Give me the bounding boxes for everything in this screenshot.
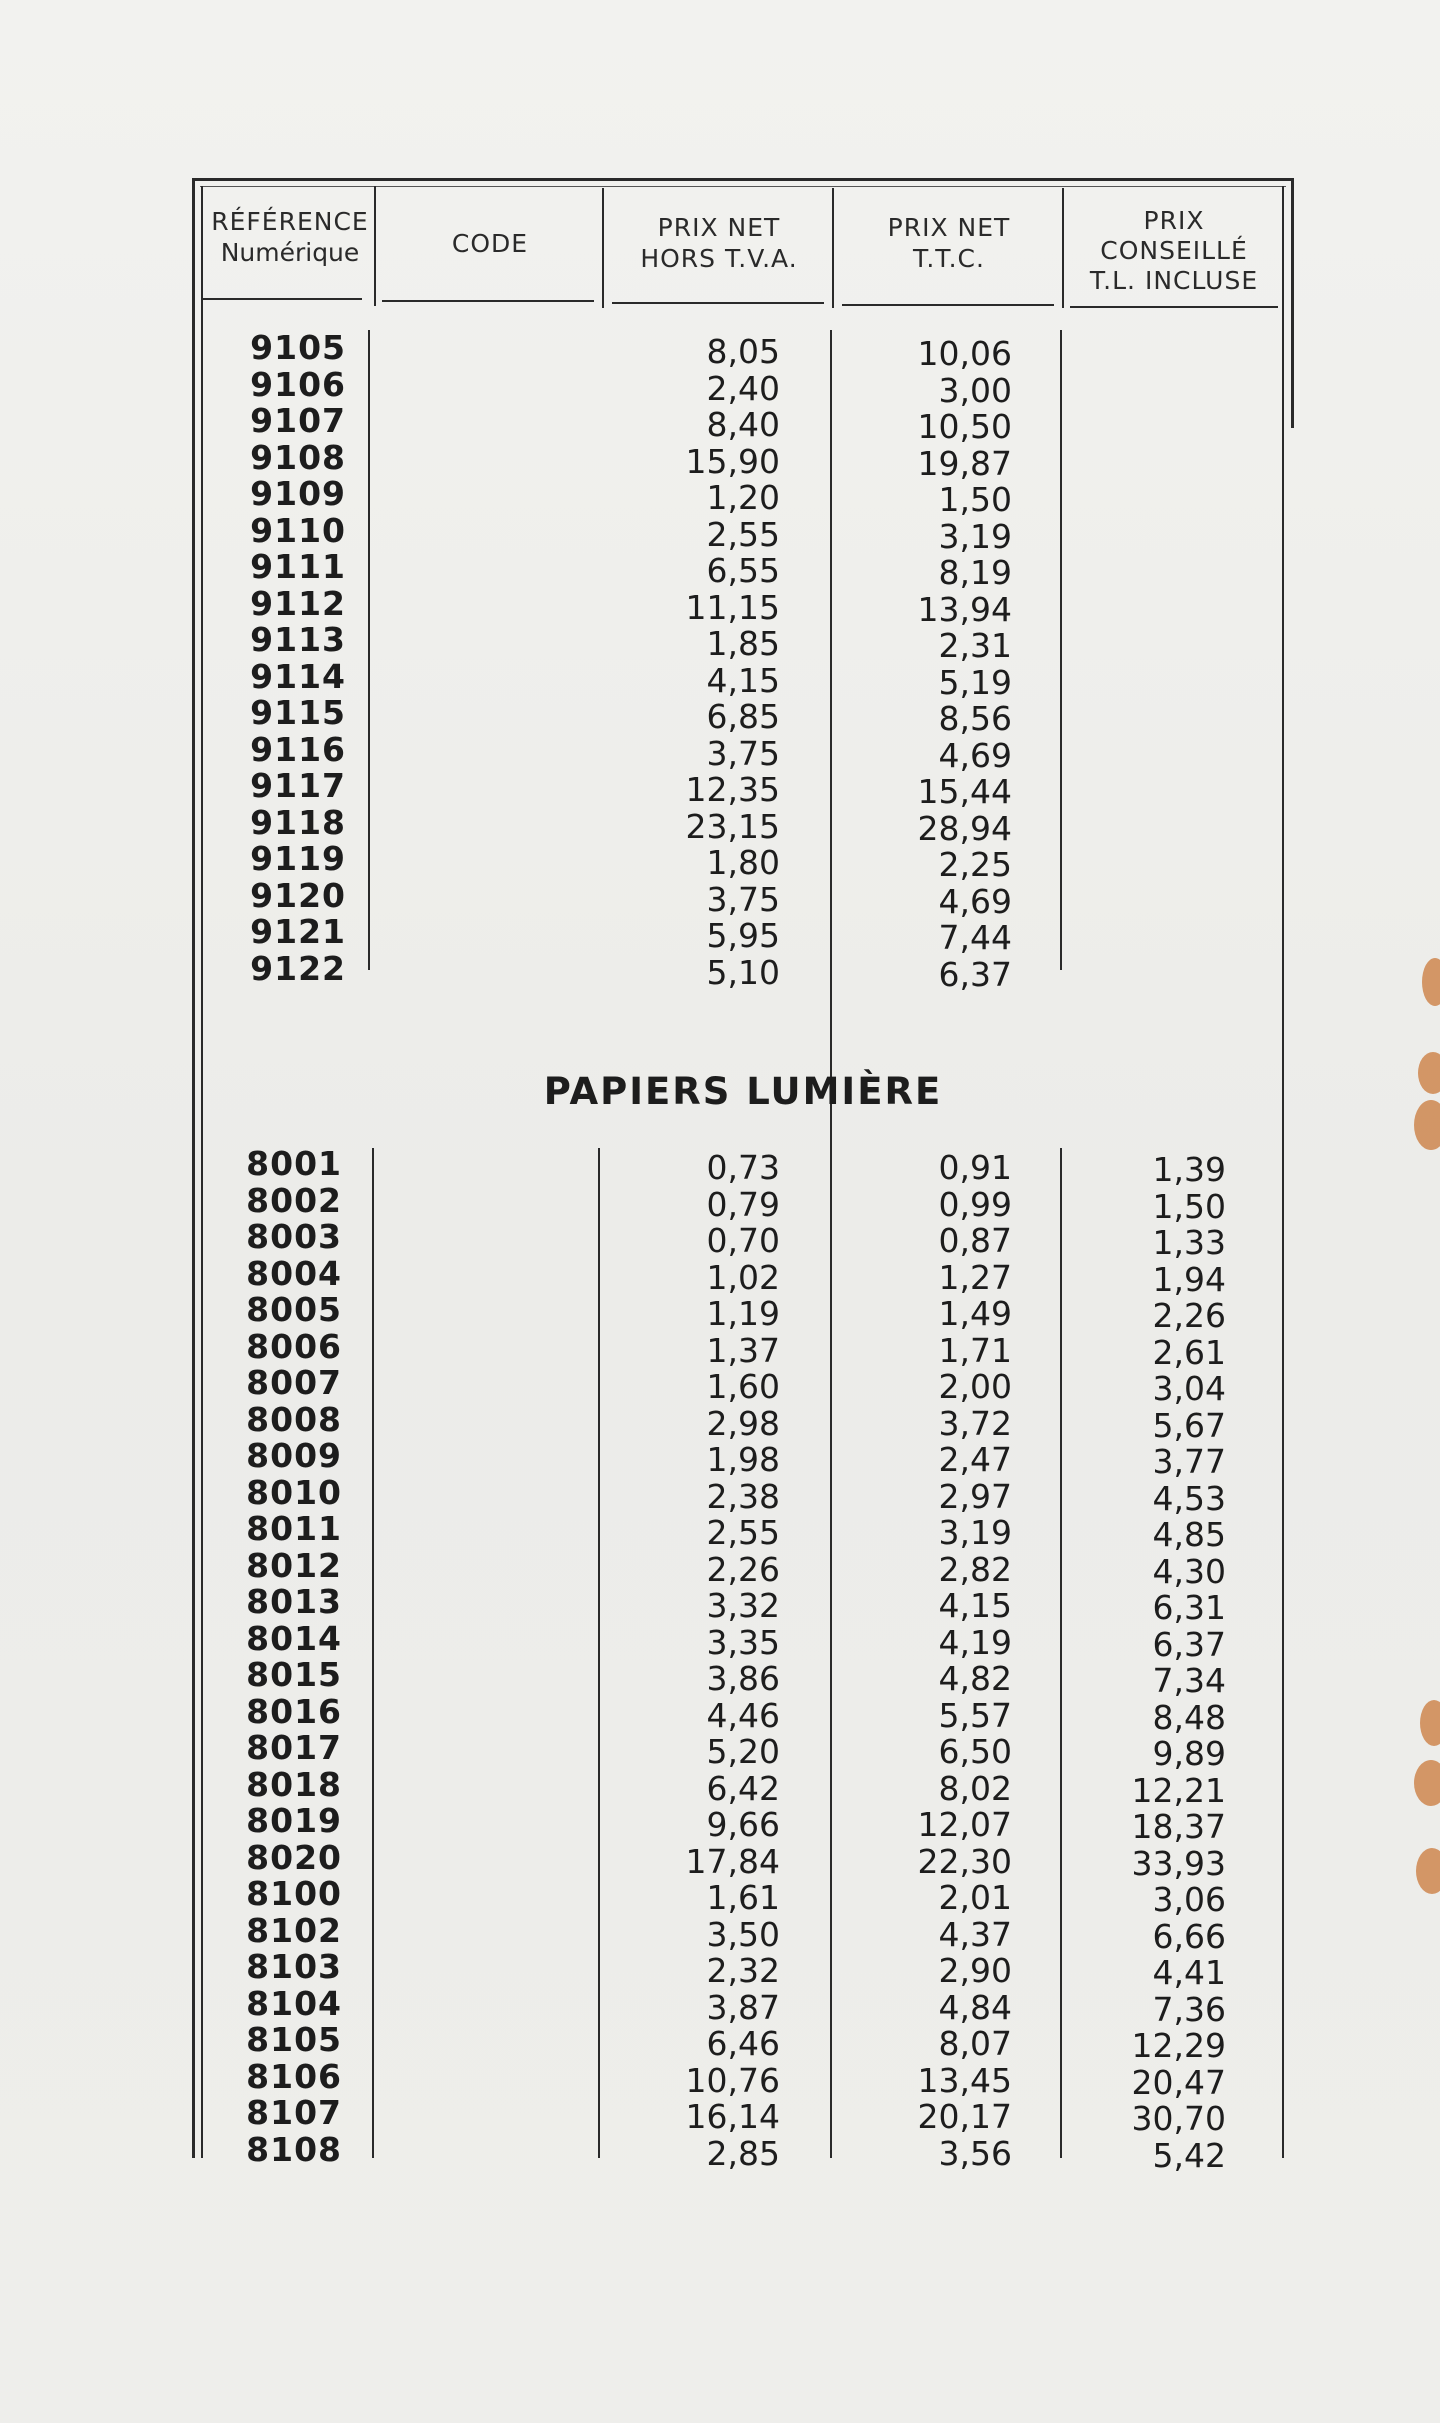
cell-ht: 6,85: [706, 697, 780, 736]
cell-ttc: 19,87: [917, 443, 1012, 483]
cell-ref: 8017: [246, 1728, 342, 1767]
cell-ht: 23,15: [685, 806, 780, 846]
cell-ttc: 1,27: [938, 1257, 1012, 1297]
header-underline: [1070, 306, 1278, 308]
cell-ref: 8006: [246, 1326, 342, 1366]
header-reference-line1: RÉFÉRENCE: [211, 207, 369, 236]
cell-ttc: 2,31: [938, 626, 1012, 665]
cell-tl: 7,36: [1152, 1989, 1226, 2029]
header-prix-ttc-line1: PRIX NET: [887, 213, 1011, 242]
cell-ref: 8107: [246, 2093, 342, 2132]
cell-ref: 8003: [246, 1217, 342, 1256]
cell-tl: 33,93: [1131, 1843, 1226, 1883]
cell-ref: 8012: [246, 1545, 342, 1585]
column-divider: [1060, 330, 1062, 970]
cell-ttc: 3,19: [938, 516, 1012, 556]
cell-ttc: 12,07: [917, 1805, 1012, 1844]
cell-ttc: 3,00: [938, 370, 1012, 410]
cell-ht: 8,05: [706, 332, 780, 371]
column-divider: [830, 330, 832, 1150]
cell-ht: 3,75: [706, 733, 780, 773]
cell-ht: 5,10: [706, 952, 780, 992]
cell-tl: 6,66: [1152, 1916, 1226, 1956]
cell-ttc: 3,19: [938, 1513, 1012, 1552]
header-underline: [382, 300, 594, 302]
cell-ht: 2,40: [706, 368, 780, 408]
header-prix-conseille-line2: CONSEILLÉ: [1100, 236, 1248, 265]
header-prix-ttc: [836, 212, 1062, 274]
cell-ht: 3,35: [706, 1622, 780, 1662]
cell-ht: 2,32: [706, 1951, 780, 1990]
cell-ttc: 4,84: [938, 1987, 1012, 2027]
cell-ttc: 6,37: [938, 954, 1012, 994]
header-code: [378, 228, 602, 259]
header-underline: [612, 302, 824, 304]
header-prix-ht-line1: PRIX NET: [657, 213, 781, 242]
cell-ttc: 1,49: [938, 1294, 1012, 1333]
table-right-border-inner: [1282, 186, 1284, 2158]
table-right-border: [1291, 178, 1294, 428]
cell-ref: 8105: [246, 2020, 342, 2059]
cell-ht: 5,20: [706, 1732, 780, 1771]
cell-ttc: 28,94: [917, 808, 1012, 848]
column-divider: [368, 330, 370, 970]
section2-prix-ttc-column: [842, 1150, 1012, 2172]
cell-ttc: 4,69: [938, 735, 1012, 775]
stain-mark: [1418, 1052, 1440, 1094]
cell-ht: 1,60: [706, 1367, 780, 1406]
cell-ht: 3,50: [706, 1914, 780, 1954]
cell-ref: 8009: [246, 1436, 342, 1475]
cell-ht: 1,02: [706, 1257, 780, 1297]
cell-tl: 20,47: [1131, 2062, 1226, 2102]
cell-ttc: 0,87: [938, 1221, 1012, 1260]
stain-mark: [1416, 1848, 1440, 1894]
cell-ttc: 0,91: [938, 1148, 1012, 1187]
cell-ht: 10,76: [685, 2060, 780, 2100]
column-divider: [372, 1148, 374, 2158]
header-prix-ttc-line2: T.T.C.: [913, 244, 985, 273]
cell-ref: 9111: [250, 547, 346, 586]
cell-ref: 8104: [246, 1983, 342, 2023]
cell-ht: 4,15: [706, 660, 780, 700]
cell-ht: 2,55: [706, 514, 780, 554]
cell-ht: 0,73: [706, 1148, 780, 1187]
cell-ht: 8,40: [706, 405, 780, 444]
cell-ttc: 0,99: [938, 1184, 1012, 1224]
cell-ref: 8010: [246, 1472, 342, 1512]
cell-ref: 9120: [250, 875, 346, 915]
cell-ref: 9108: [250, 437, 346, 477]
cell-ref: 9109: [250, 474, 346, 513]
cell-ttc: 10,06: [917, 334, 1012, 373]
cell-ref: 8005: [246, 1290, 342, 1329]
cell-ht: 1,19: [706, 1294, 780, 1333]
table-top-border: [192, 178, 1294, 181]
cell-ht: 2,98: [706, 1403, 780, 1443]
header-underline: [202, 298, 362, 300]
cell-ht: 3,87: [706, 1987, 780, 2027]
cell-ttc: 8,02: [938, 1768, 1012, 1808]
header-divider: [832, 188, 834, 308]
cell-tl: 4,41: [1152, 1953, 1226, 1992]
cell-tl: 5,67: [1152, 1405, 1226, 1445]
cell-ht: 4,46: [706, 1695, 780, 1735]
cell-ttc: 1,71: [938, 1330, 1012, 1370]
table-left-border-inner: [201, 186, 203, 2158]
cell-ht: 3,75: [706, 879, 780, 919]
cell-ref: 8106: [246, 2056, 342, 2096]
cell-ttc: 1,50: [938, 480, 1012, 519]
cell-ttc: 6,50: [938, 1732, 1012, 1771]
cell-ttc: 2,82: [938, 1549, 1012, 1589]
cell-tl: 6,31: [1152, 1588, 1226, 1627]
section1-prix-ttc-column: [842, 336, 1012, 993]
table-left-border: [192, 178, 195, 2158]
cell-ttc: 7,44: [938, 918, 1012, 957]
cell-ref: 8016: [246, 1691, 342, 1731]
cell-ref: 8007: [246, 1363, 342, 1402]
cell-tl: 1,39: [1152, 1150, 1226, 1189]
cell-ttc: 8,56: [938, 699, 1012, 738]
cell-ttc: 13,45: [917, 2060, 1012, 2100]
cell-ref: 8018: [246, 1764, 342, 1804]
price-table: [192, 178, 1294, 2175]
cell-tl: 8,48: [1152, 1697, 1226, 1737]
cell-tl: 6,37: [1152, 1624, 1226, 1664]
cell-ht: 0,79: [706, 1184, 780, 1224]
cell-tl: 7,34: [1152, 1661, 1226, 1700]
section-title-papiers-lumiere: PAPIERS LUMIÈRE: [543, 1070, 943, 1113]
cell-ttc: 2,00: [938, 1367, 1012, 1406]
header-divider: [602, 188, 604, 308]
cell-ref: 9112: [250, 583, 346, 623]
cell-ref: 9110: [250, 510, 346, 550]
cell-ht: 3,86: [706, 1659, 780, 1698]
header-code-label: CODE: [451, 229, 529, 258]
cell-ttc: 2,97: [938, 1476, 1012, 1516]
cell-ttc: 5,19: [938, 662, 1012, 702]
cell-tl: 12,21: [1131, 1770, 1226, 1810]
cell-ttc: 15,44: [917, 772, 1012, 811]
section2-prix-conseille-column: [1072, 1152, 1226, 2174]
cell-ttc: 3,56: [938, 2133, 1012, 2173]
cell-ht: 1,80: [706, 843, 780, 882]
cell-ttc: 3,72: [938, 1403, 1012, 1443]
cell-ref: 8108: [246, 2129, 342, 2169]
header-underline: [842, 304, 1054, 306]
cell-ht: 6,55: [706, 551, 780, 590]
cell-ref: 8008: [246, 1399, 342, 1439]
cell-tl: 1,33: [1152, 1223, 1226, 1262]
cell-ht: 6,46: [706, 2024, 780, 2063]
cell-ttc: 20,17: [917, 2097, 1012, 2136]
cell-tl: 1,50: [1152, 1186, 1226, 1226]
header-prix-conseille: [1064, 206, 1284, 296]
cell-tl: 4,30: [1152, 1551, 1226, 1591]
cell-ht: 16,14: [685, 2097, 780, 2136]
cell-ref: 9106: [250, 364, 346, 404]
cell-ref: 9115: [250, 693, 346, 732]
stain-mark: [1420, 1700, 1440, 1746]
cell-ht: 2,85: [706, 2133, 780, 2173]
stain-mark: [1414, 1100, 1440, 1150]
cell-ref: 9105: [250, 328, 346, 367]
cell-ref: 9114: [250, 656, 346, 696]
cell-ref: 8019: [246, 1801, 342, 1840]
section2-prix-ht-column: [612, 1150, 780, 2172]
cell-ht: 1,37: [706, 1330, 780, 1370]
cell-ttc: 2,01: [938, 1878, 1012, 1917]
cell-ref: 9118: [250, 802, 346, 842]
cell-ref: 9107: [250, 401, 346, 440]
cell-ref: 9122: [250, 948, 346, 988]
cell-ref: 8011: [246, 1509, 342, 1548]
cell-ref: 8103: [246, 1947, 342, 1986]
column-divider: [1060, 1148, 1062, 2158]
cell-ht: 12,35: [685, 770, 780, 809]
cell-ht: 6,42: [706, 1768, 780, 1808]
cell-ref: 9117: [250, 766, 346, 805]
cell-tl: 4,53: [1152, 1478, 1226, 1518]
cell-ht: 1,20: [706, 478, 780, 517]
cell-ttc: 13,94: [917, 589, 1012, 629]
cell-ref: 8020: [246, 1837, 342, 1877]
cell-ref: 8002: [246, 1180, 342, 1220]
header-prix-ht-line2: HORS T.V.A.: [640, 244, 798, 273]
cell-tl: 3,04: [1152, 1369, 1226, 1408]
cell-ref: 8014: [246, 1618, 342, 1658]
cell-tl: 18,37: [1131, 1807, 1226, 1846]
cell-ht: 1,85: [706, 624, 780, 663]
cell-ht: 1,61: [706, 1878, 780, 1917]
cell-ref: 9116: [250, 729, 346, 769]
cell-ht: 2,38: [706, 1476, 780, 1516]
cell-ttc: 8,07: [938, 2024, 1012, 2063]
cell-ht: 11,15: [685, 587, 780, 627]
cell-ttc: 2,90: [938, 1951, 1012, 1990]
cell-ref: 8004: [246, 1253, 342, 1293]
cell-ttc: 4,19: [938, 1622, 1012, 1662]
cell-ht: 2,26: [706, 1549, 780, 1589]
cell-tl: 3,77: [1152, 1442, 1226, 1481]
cell-ttc: 4,15: [938, 1586, 1012, 1625]
cell-ttc: 4,82: [938, 1659, 1012, 1698]
column-divider: [598, 1148, 600, 2158]
cell-ttc: 22,30: [917, 1841, 1012, 1881]
cell-ref: 8015: [246, 1655, 342, 1694]
cell-ref: 9119: [250, 839, 346, 878]
table-top-border-inner: [200, 186, 1286, 187]
section1-reference-column: [222, 330, 346, 987]
cell-tl: 3,06: [1152, 1880, 1226, 1919]
cell-ttc: 5,57: [938, 1695, 1012, 1735]
cell-ttc: 10,50: [917, 407, 1012, 446]
header-prix-ht: [606, 212, 832, 274]
cell-tl: 2,61: [1152, 1332, 1226, 1372]
cell-ref: 8100: [246, 1874, 342, 1913]
cell-ttc: 2,47: [938, 1440, 1012, 1479]
cell-ref: 8001: [246, 1144, 342, 1183]
cell-ttc: 4,69: [938, 881, 1012, 921]
cell-ref: 8102: [246, 1910, 342, 1950]
header-reference: [202, 206, 378, 268]
cell-ht: 5,95: [706, 916, 780, 955]
header-prix-conseille-line1: PRIX: [1143, 206, 1205, 235]
section2-reference-column: [218, 1146, 342, 2168]
cell-tl: 30,70: [1131, 2099, 1226, 2138]
cell-ht: 1,98: [706, 1440, 780, 1479]
cell-ht: 2,55: [706, 1513, 780, 1552]
cell-ref: 8013: [246, 1582, 342, 1621]
header-prix-conseille-line3: T.L. INCLUSE: [1089, 266, 1259, 295]
cell-ttc: 8,19: [938, 553, 1012, 592]
header-reference-line2: Numérique: [220, 238, 360, 267]
cell-tl: 12,29: [1131, 2026, 1226, 2065]
cell-tl: 2,26: [1152, 1296, 1226, 1335]
cell-tl: 5,42: [1152, 2135, 1226, 2175]
cell-tl: 9,89: [1152, 1734, 1226, 1773]
section1-prix-ht-column: [612, 334, 780, 991]
cell-ref: 9113: [250, 620, 346, 659]
cell-ht: 0,70: [706, 1221, 780, 1260]
cell-ht: 3,32: [706, 1586, 780, 1625]
cell-ht: 17,84: [685, 1841, 780, 1881]
cell-ttc: 2,25: [938, 845, 1012, 884]
cell-tl: 4,85: [1152, 1515, 1226, 1554]
stain-mark: [1414, 1760, 1440, 1806]
cell-ttc: 4,37: [938, 1914, 1012, 1954]
cell-ht: 15,90: [685, 441, 780, 481]
cell-ht: 9,66: [706, 1805, 780, 1844]
cell-ref: 9121: [250, 912, 346, 951]
column-divider: [830, 1148, 832, 2158]
cell-tl: 1,94: [1152, 1259, 1226, 1299]
